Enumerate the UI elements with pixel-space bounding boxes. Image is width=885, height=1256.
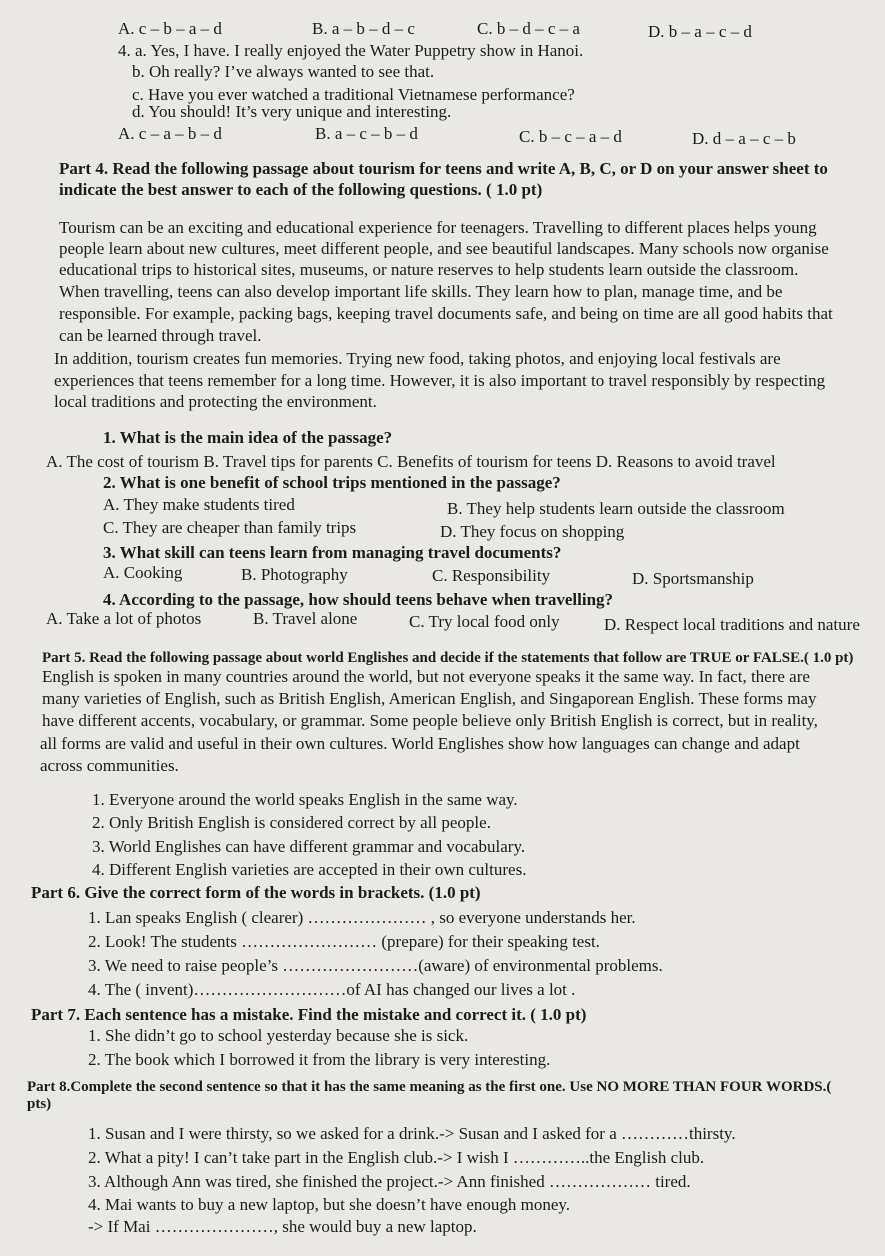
part6-item: 1. Lan speaks English ( clearer) ………………… , so everyone understands her. — [88, 908, 636, 927]
q4-line-d: d. You should! It’s very unique and interesting. — [132, 102, 452, 121]
part4-q4-option-c: C. Try local food only — [409, 612, 560, 631]
q4-option-d: D. d – a – c – b — [692, 129, 796, 148]
part4-passage-line: experiences that teens remember for a long time. However, it is also important to travel responsibly by respecting — [54, 371, 826, 390]
part4-passage-line: responsible. For example, packing bags, keeping travel documents safe, and being on time are all good habits that — [59, 304, 833, 323]
part8-item: -> If Mai …………………, she would buy a new laptop. — [88, 1217, 477, 1236]
part4-q3-option-d: D. Sportsmanship — [632, 569, 754, 588]
part4-q1-options: A. The cost of tourism B. Travel tips for parents C. Benefits of tourism for teens D. Reasons to avoid travel — [46, 452, 776, 471]
part6-item: 3. We need to raise people’s ……………………(aware) of environmental problems. — [88, 956, 663, 975]
part8-item: 3. Although Ann was tired, she finished the project.-> Ann finished ……………… tired. — [88, 1172, 691, 1191]
part4-q3-option-c: C. Responsibility — [432, 566, 551, 585]
part5-passage-line: all forms are valid and useful in their own cultures. World Englishes show how languages can change and adapt — [40, 734, 800, 753]
part7-item: 2. The book which I borrowed it from the library is very interesting. — [88, 1050, 551, 1069]
part4-q2-option-b: B. They help students learn outside the classroom — [447, 499, 785, 518]
part5-passage-line: across communities. — [40, 756, 179, 775]
part4-q2-option-c: C. They are cheaper than family trips — [103, 518, 357, 537]
part4-passage-line: When travelling, teens can also develop important life skills. They learn how to plan, manage time, and be — [59, 282, 783, 301]
part4-q2: 2. What is one benefit of school trips mentioned in the passage? — [103, 473, 561, 492]
part5-passage-line: have different accents, vocabulary, or grammar. Some people believe only British English is correct, but in reality, — [42, 711, 818, 730]
q4-option-a: A. c – a – b – d — [118, 124, 222, 143]
q4-option-b: B. a – c – b – d — [315, 124, 418, 143]
part6-item: 4. The ( invent)………………………of AI has changed our lives a lot . — [88, 980, 576, 999]
q3-option-d: D. b – a – c – d — [648, 22, 752, 41]
part5-statement: 4. Different English varieties are accepted in their own cultures. — [92, 860, 527, 879]
part5-statement: 3. World Englishes can have different grammar and vocabulary. — [92, 837, 526, 856]
q3-option-a: A. c – b – a – d — [118, 19, 222, 38]
part4-q4: 4. According to the passage, how should teens behave when travelling? — [103, 590, 614, 609]
part4-q2-option-d: D. They focus on shopping — [440, 522, 625, 541]
part7-heading: Part 7. Each sentence has a mistake. Find the mistake and correct it. ( 1.0 pt) — [31, 1005, 587, 1024]
q3-option-c: C. b – d – c – a — [477, 19, 580, 38]
part4-passage-line: educational trips to historical sites, museums, or nature reserves to help students learn outside the classroom. — [59, 260, 799, 279]
part8-item: 2. What a pity! I can’t take part in the English club.-> I wish I …………..the English club. — [88, 1148, 705, 1167]
part4-q4-option-b: B. Travel alone — [253, 609, 358, 628]
part8-item: 1. Susan and I were thirsty, so we asked for a drink.-> Susan and I asked for a …………thirsty. — [88, 1124, 736, 1143]
part8-item: 4. Mai wants to buy a new laptop, but she doesn’t have enough money. — [88, 1195, 571, 1214]
q4-line-b: b. Oh really? I’ve always wanted to see that. — [132, 62, 435, 81]
part4-q4-option-a: A. Take a lot of photos — [46, 609, 202, 628]
part5-passage-line: many varieties of English, such as British English, American English, and Singaporean English. These forms may — [42, 689, 817, 708]
part4-q3-option-a: A. Cooking — [103, 563, 183, 582]
part4-q1: 1. What is the main idea of the passage? — [103, 428, 393, 447]
q4-option-c: C. b – c – a – d — [519, 127, 622, 146]
part4-heading: Part 4. Read the following passage about tourism for teens and write A, B, C, or D on your answer sheet to — [59, 159, 828, 178]
part4-q3: 3. What skill can teens learn from managing travel documents? — [103, 543, 562, 562]
part6-heading: Part 6. Give the correct form of the words in brackets. (1.0 pt) — [31, 883, 481, 902]
part6-item: 2. Look! The students …………………… (prepare) for their speaking test. — [88, 932, 600, 951]
q3-option-b: B. a – b – d – c — [312, 19, 415, 38]
part4-q3-option-b: B. Photography — [241, 565, 348, 584]
part8-heading-cont: pts) — [27, 1096, 52, 1112]
part5-heading: Part 5. Read the following passage about world Englishes and decide if the statements that follow are TRUE or FALSE.( 1.0 pt) — [42, 650, 854, 666]
part4-q4-option-d: D. Respect local traditions and nature — [604, 615, 860, 634]
part4-passage-line: Tourism can be an exciting and educational experience for teenagers. Travelling to different places helps young — [59, 218, 817, 237]
part4-heading-cont: indicate the best answer to each of the following questions. ( 1.0 pt) — [59, 180, 543, 199]
part8-heading: Part 8.Complete the second sentence so that it has the same meaning as the first one. Use NO MORE THAN FOUR WORDS.( — [27, 1079, 832, 1095]
part5-statement: 2. Only British English is considered correct by all people. — [92, 813, 491, 832]
part4-passage-line: can be learned through travel. — [59, 326, 262, 345]
part4-passage-line: In addition, tourism creates fun memories. Trying new food, taking photos, and enjoying local festivals are — [54, 349, 781, 368]
part4-q2-option-a: A. They make students tired — [103, 495, 295, 514]
part5-statement: 1. Everyone around the world speaks English in the same way. — [92, 790, 518, 809]
part4-passage-line: people learn about new cultures, meet different people, and see beautiful landscapes. Many schools now organise — [59, 239, 829, 258]
q4-line-a: 4. a. Yes, I have. I really enjoyed the Water Puppetry show in Hanoi. — [118, 41, 584, 60]
part5-passage-line: English is spoken in many countries around the world, but not everyone speaks it the same way. In fact, there are — [42, 667, 810, 686]
part4-passage-line: local traditions and protecting the environment. — [54, 392, 377, 411]
part7-item: 1. She didn’t go to school yesterday because she is sick. — [88, 1026, 469, 1045]
q4-line-c: c. Have you ever watched a traditional Vietnamese performance? — [132, 85, 575, 104]
